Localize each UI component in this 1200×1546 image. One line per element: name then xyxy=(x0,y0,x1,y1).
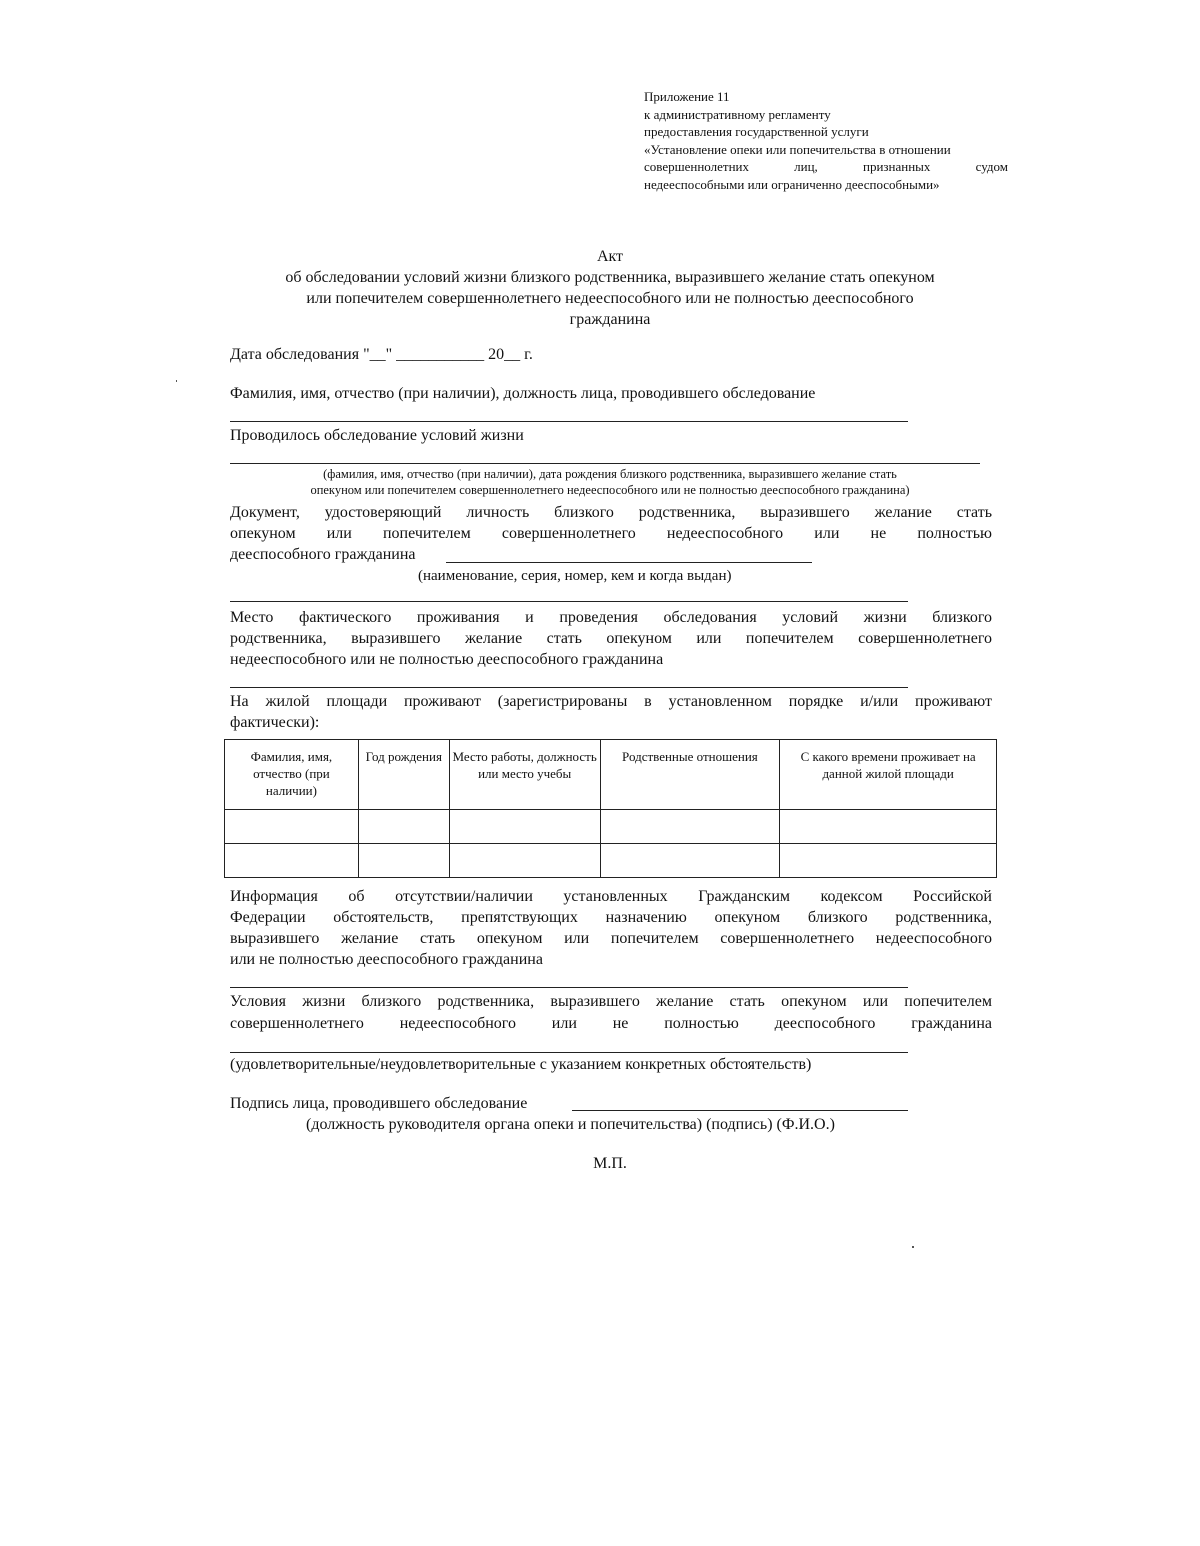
inspector-label: Фамилия, имя, отчество (при наличии), должность лица, проводившего обследование xyxy=(230,385,816,402)
info-line: Информация об отсутствии/наличии установленных Гражданским кодексом Российской xyxy=(230,888,992,905)
annex-line: к административному регламенту xyxy=(644,106,831,122)
annex-word: судом xyxy=(975,159,1008,174)
document-note: (наименование, серия, номер, кем и когда выдан) xyxy=(418,568,732,584)
relative-name-note xyxy=(200,467,1020,498)
note-line: (фамилия, имя, отчество (при наличии), дата рождения близкого родственника, выразившего желание стать xyxy=(323,467,897,481)
document-title xyxy=(200,246,1020,330)
document-line: Документ, удостоверяющий личность близкого родственника, выразившего желание стать xyxy=(230,504,992,521)
table-header-row xyxy=(225,740,997,810)
annex-line: Приложение 11 xyxy=(644,89,730,104)
annex-word: признанных xyxy=(862,159,931,174)
title-line: Акт xyxy=(596,248,624,265)
conditions-line: Условия жизни близкого родственника, выразившего желание стать опекуном или попечителем xyxy=(230,993,992,1010)
relative-name-field-line xyxy=(230,463,980,464)
conditions-note: (удовлетворительные/неудовлетворительные с указанием конкретных обстоятельств) xyxy=(230,1056,812,1073)
table-cell[interactable] xyxy=(225,810,359,844)
table-row xyxy=(225,844,997,878)
document-line: дееспособного гражданина xyxy=(230,546,416,563)
title-line: гражданина xyxy=(569,311,651,328)
table-cell[interactable] xyxy=(780,844,997,878)
title-line: или попечителем совершеннолетнего недееспособного или не полностью дееспособного xyxy=(306,290,914,307)
table-cell[interactable] xyxy=(449,810,600,844)
note-line: опекуном или попечителем совершеннолетнего недееспособного или не полностью дееспособного гражданина) xyxy=(310,482,910,497)
conducted-label: Проводилось обследование условий жизни xyxy=(230,427,524,444)
annex-line-justified xyxy=(644,158,1008,176)
title-line: об обследовании условий жизни близкого родственника, выразившего желание стать опекуном xyxy=(285,269,935,286)
table-cell[interactable] xyxy=(358,810,449,844)
table-cell[interactable] xyxy=(600,810,780,844)
document-line: опекуном или попечителем совершеннолетнего недееспособного или не полностью xyxy=(230,525,992,542)
annex-line: предоставления государственной услуги xyxy=(644,124,869,139)
table-cell[interactable] xyxy=(600,844,780,878)
document-field-line xyxy=(446,562,812,563)
annex-word: совершеннолетних xyxy=(644,159,749,174)
table-row xyxy=(225,810,997,844)
info-line: Федерации обстоятельств, препятствующих назначению опекуном близкого родственника, xyxy=(230,909,992,926)
inspector-field-line xyxy=(230,421,908,422)
inspection-date: Дата обследования "__" ___________ 20__ г. xyxy=(230,346,533,363)
signature-field-line xyxy=(572,1110,908,1111)
stamp-place: М.П. xyxy=(593,1155,627,1172)
living-line: фактически): xyxy=(230,714,320,731)
table-header-cell: С какого времени проживает на данной жилой площади xyxy=(780,740,997,810)
table-header-cell: Фамилия, имя, отчество (при наличии) xyxy=(225,740,359,810)
annex-word: лиц, xyxy=(794,159,818,174)
residence-field-line xyxy=(230,687,908,688)
table-header-cell: Место работы, должность или место учебы xyxy=(449,740,600,810)
table-cell[interactable] xyxy=(449,844,600,878)
table-cell[interactable] xyxy=(780,810,997,844)
signature-note: (должность руководителя органа опеки и попечительства) (подпись) (Ф.И.О.) xyxy=(306,1116,835,1133)
residence-line: недееспособного или не полностью дееспособного гражданина xyxy=(230,651,664,668)
residence-line: Место фактического проживания и проведения обследования условий жизни близкого xyxy=(230,609,992,626)
residents-table xyxy=(224,739,997,878)
scan-speck xyxy=(912,1246,914,1248)
scan-speck xyxy=(176,380,177,382)
conditions-field-line xyxy=(230,1052,908,1053)
info-line: выразившего желание стать опекуном или попечителем совершеннолетнего недееспособного xyxy=(230,930,992,947)
table-header-cell: Родственные отношения xyxy=(600,740,780,810)
annex-header xyxy=(644,88,1008,193)
table-cell[interactable] xyxy=(358,844,449,878)
document-field-line-2 xyxy=(230,601,908,602)
conditions-line: совершеннолетнего недееспособного или не полностью дееспособного гражданина xyxy=(230,1015,992,1032)
annex-line: недееспособными или ограниченно дееспособными» xyxy=(644,176,940,192)
table-cell[interactable] xyxy=(225,844,359,878)
living-line: На жилой площади проживают (зарегистрированы в установленном порядке и/или проживают xyxy=(230,693,992,710)
info-field-line xyxy=(230,987,908,988)
annex-line: «Установление опеки или попечительства в отношении xyxy=(644,141,951,157)
table-header-cell: Год рождения xyxy=(358,740,449,810)
info-line: или не полностью дееспособного гражданина xyxy=(230,951,543,968)
signature-label: Подпись лица, проводившего обследование xyxy=(230,1095,528,1112)
residence-line: родственника, выразившего желание стать опекуном или попечителем совершеннолетнего xyxy=(230,630,992,647)
